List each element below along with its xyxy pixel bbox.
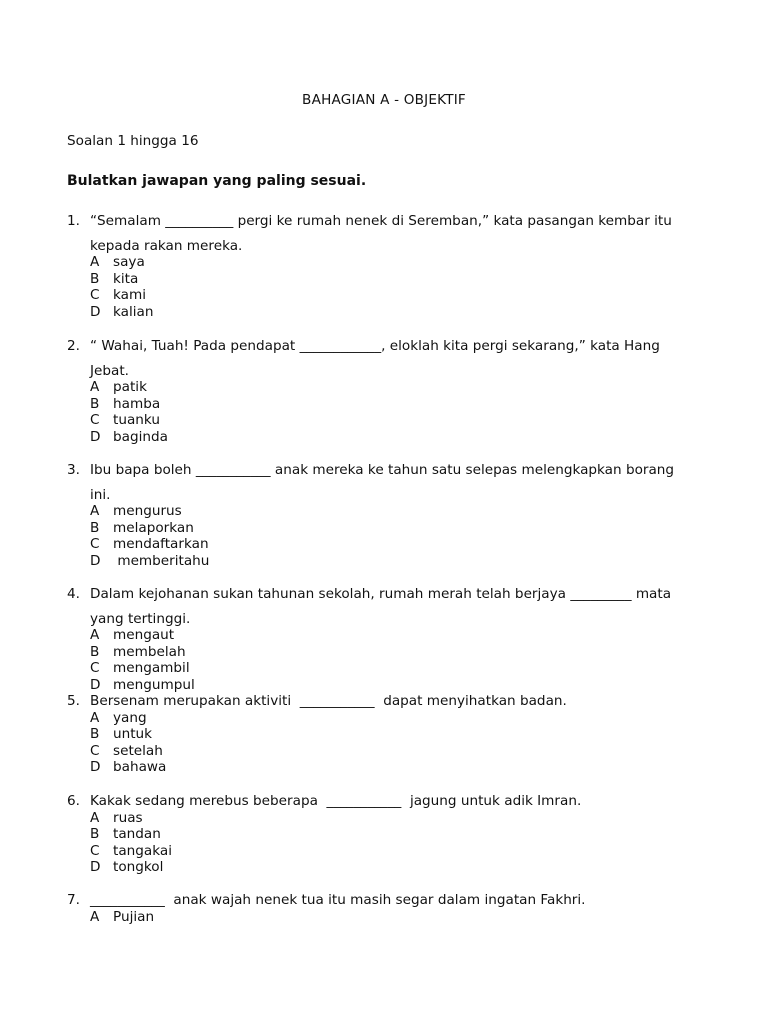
option-text: hamba	[113, 395, 161, 412]
question-number: 6.	[67, 793, 80, 809]
option-d[interactable]	[90, 677, 707, 694]
question-text-continued: kepada rakan mereka.	[90, 237, 243, 254]
question-text-continued: ini.	[90, 486, 111, 503]
option-letter: A	[90, 809, 100, 826]
question-1	[67, 213, 707, 320]
option-letter: B	[90, 519, 100, 536]
options-list	[90, 379, 707, 445]
question-number: 4.	[67, 586, 80, 602]
instruction: Bulatkan jawapan yang paling sesuai.	[67, 173, 367, 189]
option-letter: B	[90, 643, 100, 660]
option-a[interactable]	[90, 379, 707, 396]
option-text: patik	[113, 379, 147, 395]
option-letter: D	[90, 428, 101, 445]
option-text: untuk	[113, 726, 153, 743]
option-text: mendaftarkan	[113, 536, 209, 553]
option-c[interactable]	[90, 843, 707, 860]
question-number: 2.	[67, 338, 80, 354]
option-a[interactable]	[90, 627, 707, 644]
option-letter: A	[90, 709, 100, 726]
options-list	[90, 627, 707, 693]
question-4	[67, 586, 707, 693]
option-letter: C	[90, 536, 100, 553]
question-text: Bersenam merupakan aktiviti ___________ dapat menyihatkan badan.	[90, 693, 567, 709]
option-c[interactable]	[90, 743, 707, 760]
option-text: tangakai	[113, 842, 172, 859]
option-b[interactable]	[90, 271, 707, 288]
option-c[interactable]	[90, 412, 707, 429]
option-letter: A	[90, 379, 100, 395]
option-b[interactable]	[90, 396, 707, 413]
option-b[interactable]	[90, 826, 707, 843]
option-text: kalian	[113, 303, 154, 320]
question-text-continued: yang tertinggi.	[90, 610, 191, 627]
option-letter: D	[90, 859, 101, 876]
option-a[interactable]	[90, 254, 707, 271]
option-letter: B	[90, 826, 100, 843]
question-text: “ Wahai, Tuah! Pada pendapat ____________, eloklah kita pergi sekarang,” kata Hang	[90, 338, 660, 354]
option-d[interactable]	[90, 304, 707, 321]
option-letter: A	[90, 627, 100, 643]
option-d[interactable]	[90, 859, 707, 876]
option-text: tandan	[113, 826, 161, 843]
question-3	[67, 462, 707, 569]
options-list	[90, 503, 707, 569]
option-letter: D	[90, 303, 101, 320]
option-c[interactable]	[90, 287, 707, 304]
options-list	[90, 254, 707, 320]
option-text: mengambil	[113, 660, 190, 677]
option-letter: C	[90, 660, 100, 677]
question-text-continued: Jebat.	[90, 362, 129, 379]
option-b[interactable]	[90, 644, 707, 661]
option-text: tuanku	[113, 412, 160, 429]
question-range: Soalan 1 hingga 16	[67, 133, 199, 149]
question-2	[67, 338, 707, 445]
option-text: yang	[113, 709, 147, 726]
option-d[interactable]	[90, 553, 707, 570]
question-number: 7.	[67, 892, 80, 908]
question-5	[67, 693, 707, 776]
option-letter: D	[90, 759, 101, 776]
option-text: kita	[113, 270, 139, 287]
option-d[interactable]	[90, 429, 707, 446]
question-number: 1.	[67, 213, 80, 229]
option-a[interactable]	[90, 810, 707, 827]
option-text: ruas	[113, 809, 143, 826]
question-text: ___________ anak wajah nenek tua itu masih segar dalam ingatan Fakhri.	[90, 892, 586, 908]
option-letter: C	[90, 842, 100, 859]
option-text: setelah	[113, 742, 163, 759]
question-number: 3.	[67, 462, 80, 478]
option-text: bahawa	[113, 759, 167, 776]
question-7	[67, 892, 707, 925]
option-text: mengumpul	[113, 676, 195, 693]
option-a[interactable]	[90, 909, 707, 926]
option-text: saya	[113, 254, 145, 270]
option-b[interactable]	[90, 520, 707, 537]
option-text: mengaut	[113, 627, 175, 643]
option-c[interactable]	[90, 536, 707, 553]
option-c[interactable]	[90, 660, 707, 677]
option-d[interactable]	[90, 759, 707, 776]
section-title: BAHAGIAN A - OBJEKTIF	[302, 92, 466, 108]
option-text: memberitahu	[113, 552, 210, 569]
question-text: “Semalam __________ pergi ke rumah nenek di Seremban,” kata pasangan kembar itu	[90, 213, 672, 229]
option-letter: D	[90, 552, 101, 569]
option-text: kami	[113, 287, 146, 304]
option-letter: A	[90, 254, 100, 270]
options-list	[90, 810, 707, 876]
question-text: Ibu bapa boleh ___________ anak mereka ke tahun satu selepas melengkapkan borang	[90, 462, 675, 478]
option-letter: A	[90, 503, 100, 519]
option-letter: C	[90, 742, 100, 759]
question-text: Kakak sedang merebus beberapa ___________ jagung untuk adik Imran.	[90, 793, 582, 809]
option-letter: A	[90, 908, 100, 925]
option-a[interactable]	[90, 710, 707, 727]
option-letter: D	[90, 676, 101, 693]
option-letter: C	[90, 287, 100, 304]
question-number: 5.	[67, 693, 80, 709]
option-text: tongkol	[113, 859, 164, 876]
options-list	[90, 909, 707, 926]
option-letter: B	[90, 395, 100, 412]
question-text: Dalam kejohanan sukan tahunan sekolah, rumah merah telah berjaya _________ mata	[90, 586, 672, 602]
option-a[interactable]	[90, 503, 707, 520]
option-text: baginda	[113, 428, 168, 445]
option-text: Pujian	[113, 908, 155, 925]
option-letter: B	[90, 726, 100, 743]
option-letter: C	[90, 412, 100, 429]
option-letter: B	[90, 270, 100, 287]
options-list	[90, 710, 707, 776]
option-b[interactable]	[90, 726, 707, 743]
option-text: membelah	[113, 643, 186, 660]
question-6	[67, 793, 707, 876]
option-text: mengurus	[113, 503, 182, 519]
option-text: melaporkan	[113, 519, 194, 536]
